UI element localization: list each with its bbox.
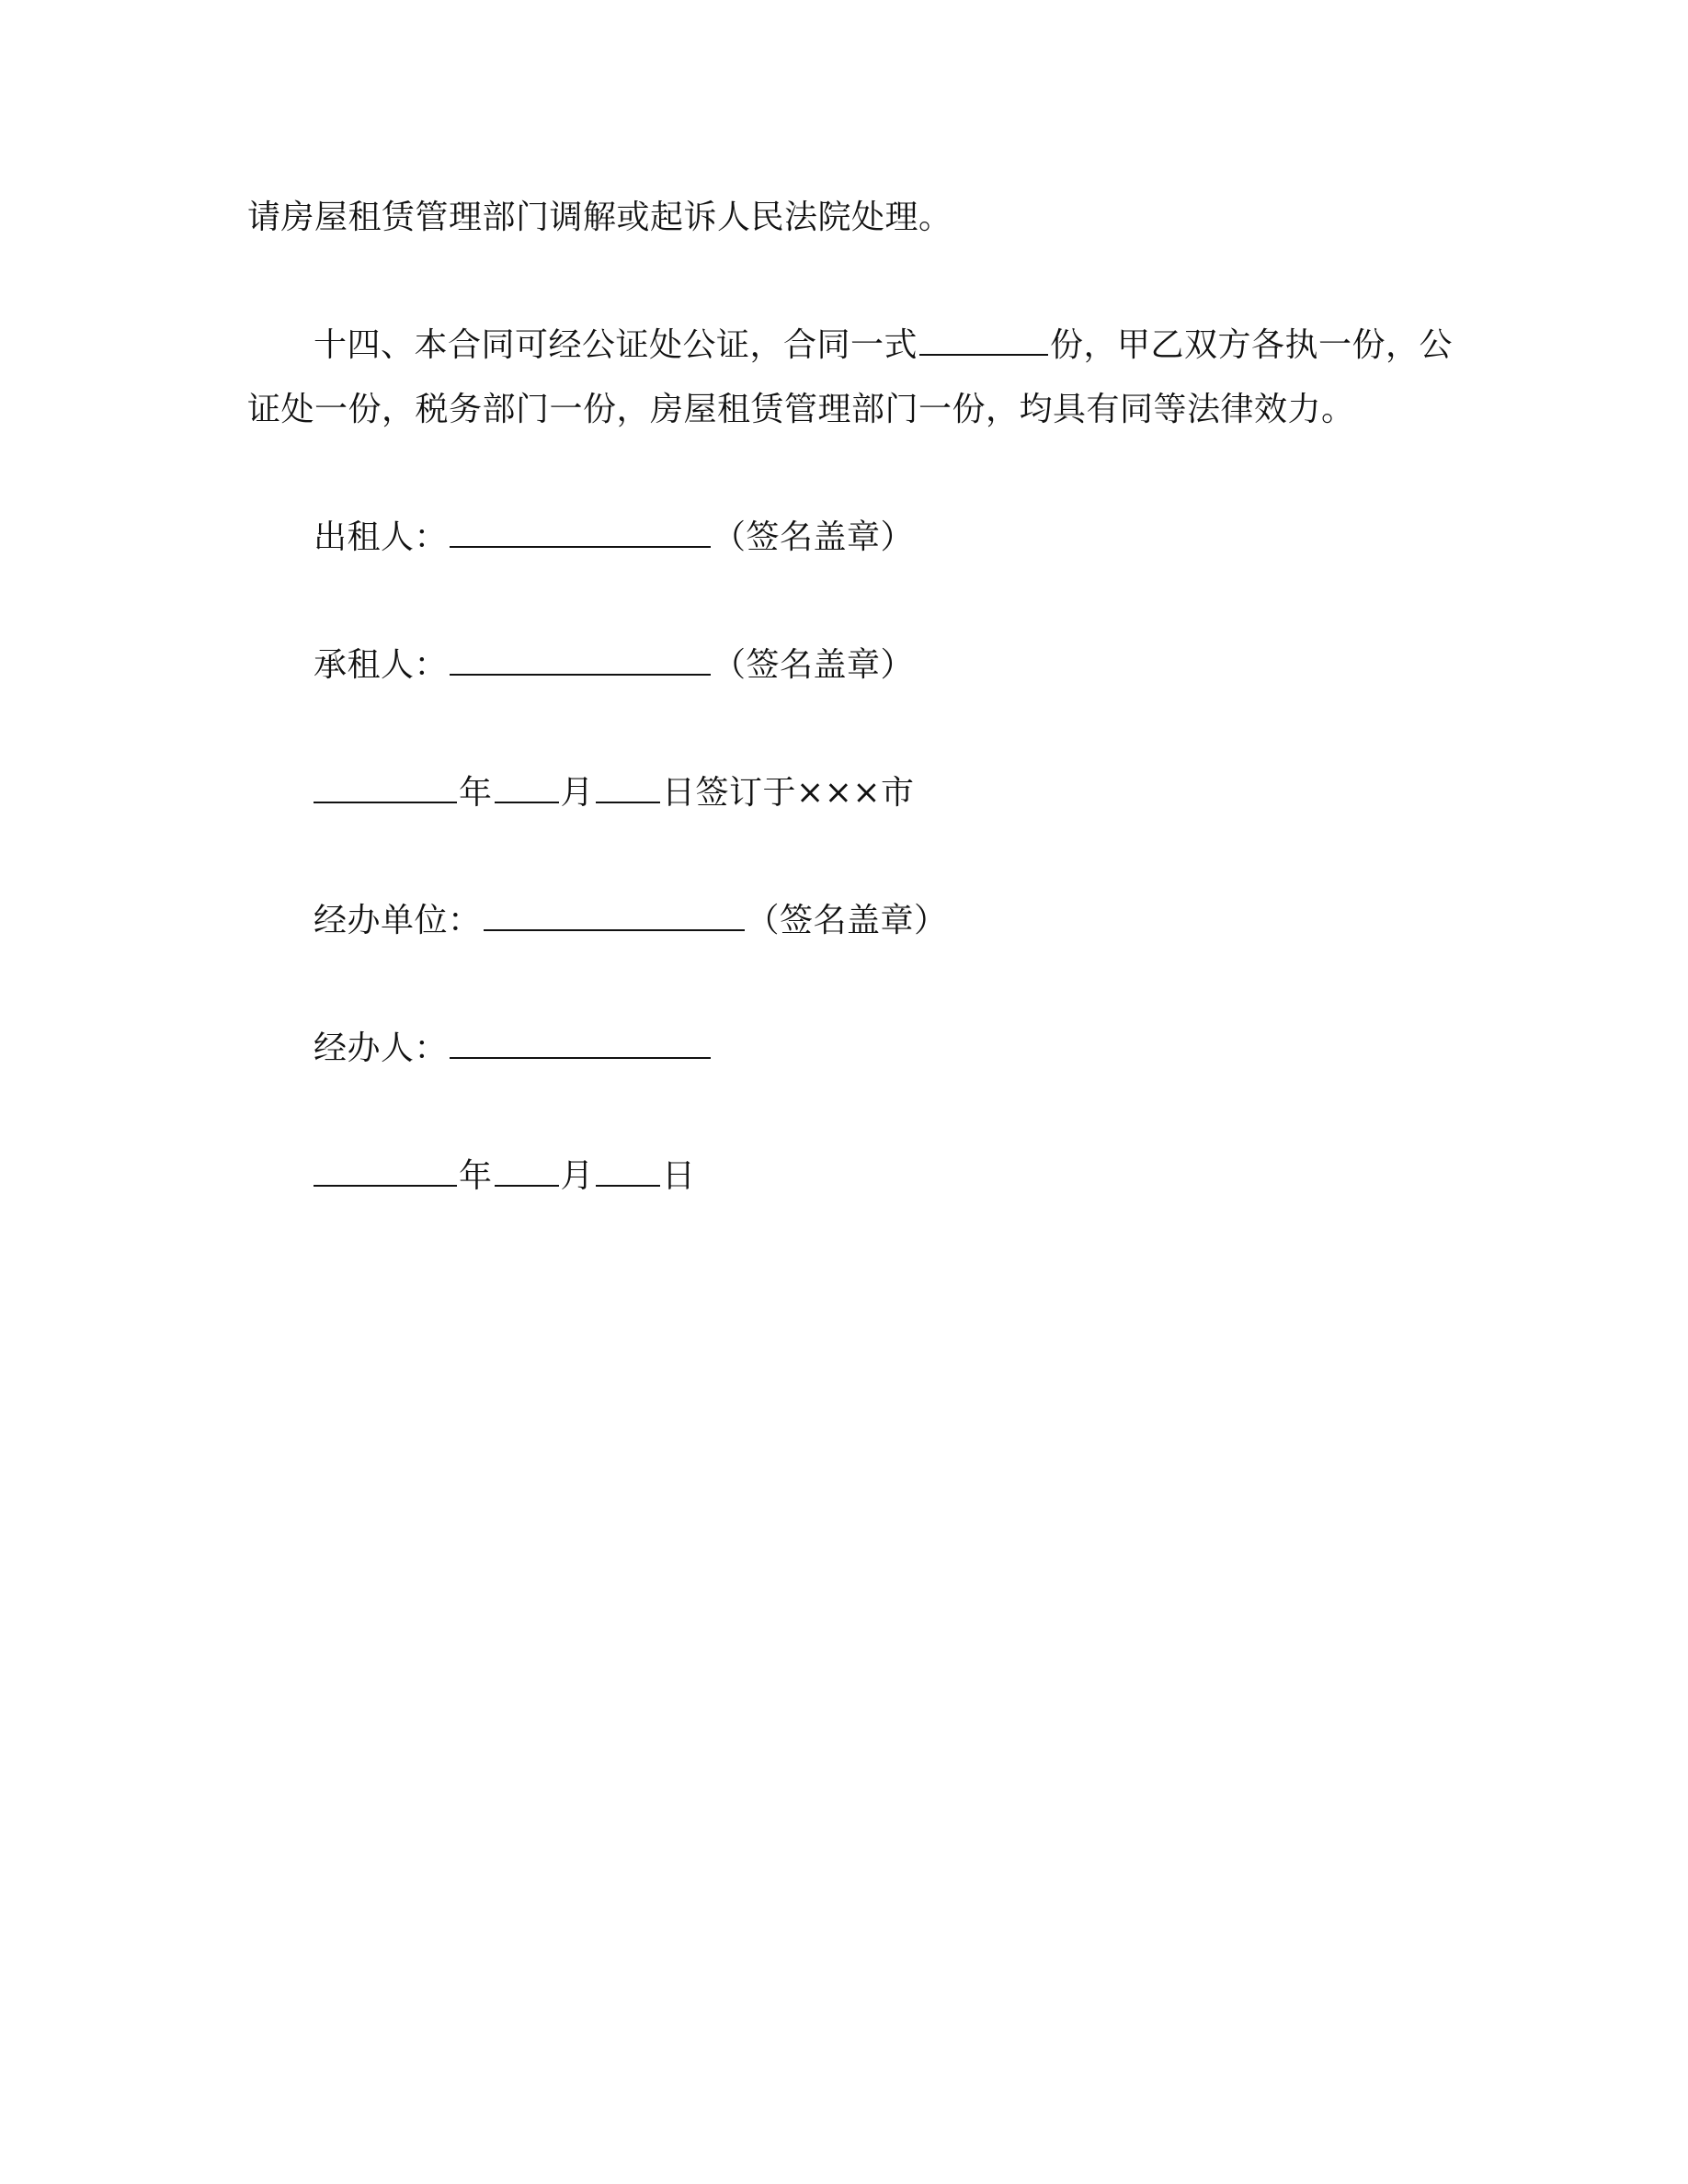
agency-label: 经办单位： xyxy=(314,902,482,939)
date-month-blank[interactable] xyxy=(495,1157,559,1187)
clause-14-text-part2: 份，甲乙双方各执一份，公 xyxy=(1050,326,1454,364)
lessee-signature-blank[interactable] xyxy=(450,646,711,676)
lessee-label: 承租人： xyxy=(314,646,449,684)
signed-month-label: 月 xyxy=(560,774,595,812)
lessee-signature-line xyxy=(314,645,914,686)
clause-14-text-line2: 证处一份，税务部门一份，房屋租赁管理部门一份，均具有同等法律效力。 xyxy=(247,391,1355,428)
lessor-sign-note: （签名盖章） xyxy=(713,518,915,556)
date-month-label: 月 xyxy=(560,1157,595,1195)
clause-14-line-2 xyxy=(247,390,1355,430)
agency-signature-line xyxy=(314,901,948,941)
date-day-blank[interactable] xyxy=(596,1157,660,1187)
clause-14-text-part1: 十四、本合同可经公证处公证，合同一式 xyxy=(314,326,918,364)
date-year-label: 年 xyxy=(459,1157,493,1195)
signed-day-blank[interactable] xyxy=(596,774,660,803)
lessor-signature-line xyxy=(314,518,914,558)
signed-year-label: 年 xyxy=(459,774,493,812)
lessor-signature-blank[interactable] xyxy=(450,518,711,548)
signed-date-place-line xyxy=(314,773,915,813)
handler-signature-line xyxy=(314,1029,713,1069)
dispute-tail-text: 请房屋租赁管理部门调解或起诉人民法院处理。 xyxy=(247,199,952,236)
agency-sign-note: （签名盖章） xyxy=(746,902,948,939)
final-date-line xyxy=(314,1156,696,1197)
lessor-label: 出租人： xyxy=(314,518,449,556)
date-day-label: 日 xyxy=(662,1157,696,1195)
handler-label: 经办人： xyxy=(314,1029,449,1067)
handler-signature-blank[interactable] xyxy=(450,1029,711,1059)
paragraph-dispute-tail xyxy=(247,198,952,238)
signed-day-place-text: 日签订于×××市 xyxy=(662,774,915,812)
signed-month-blank[interactable] xyxy=(495,774,559,803)
clause-14-line-1 xyxy=(314,325,1453,366)
agency-signature-blank[interactable] xyxy=(484,902,745,931)
copies-blank[interactable] xyxy=(919,326,1048,356)
signed-year-blank[interactable] xyxy=(314,774,457,803)
date-year-blank[interactable] xyxy=(314,1157,457,1187)
lessee-sign-note: （签名盖章） xyxy=(713,646,915,684)
